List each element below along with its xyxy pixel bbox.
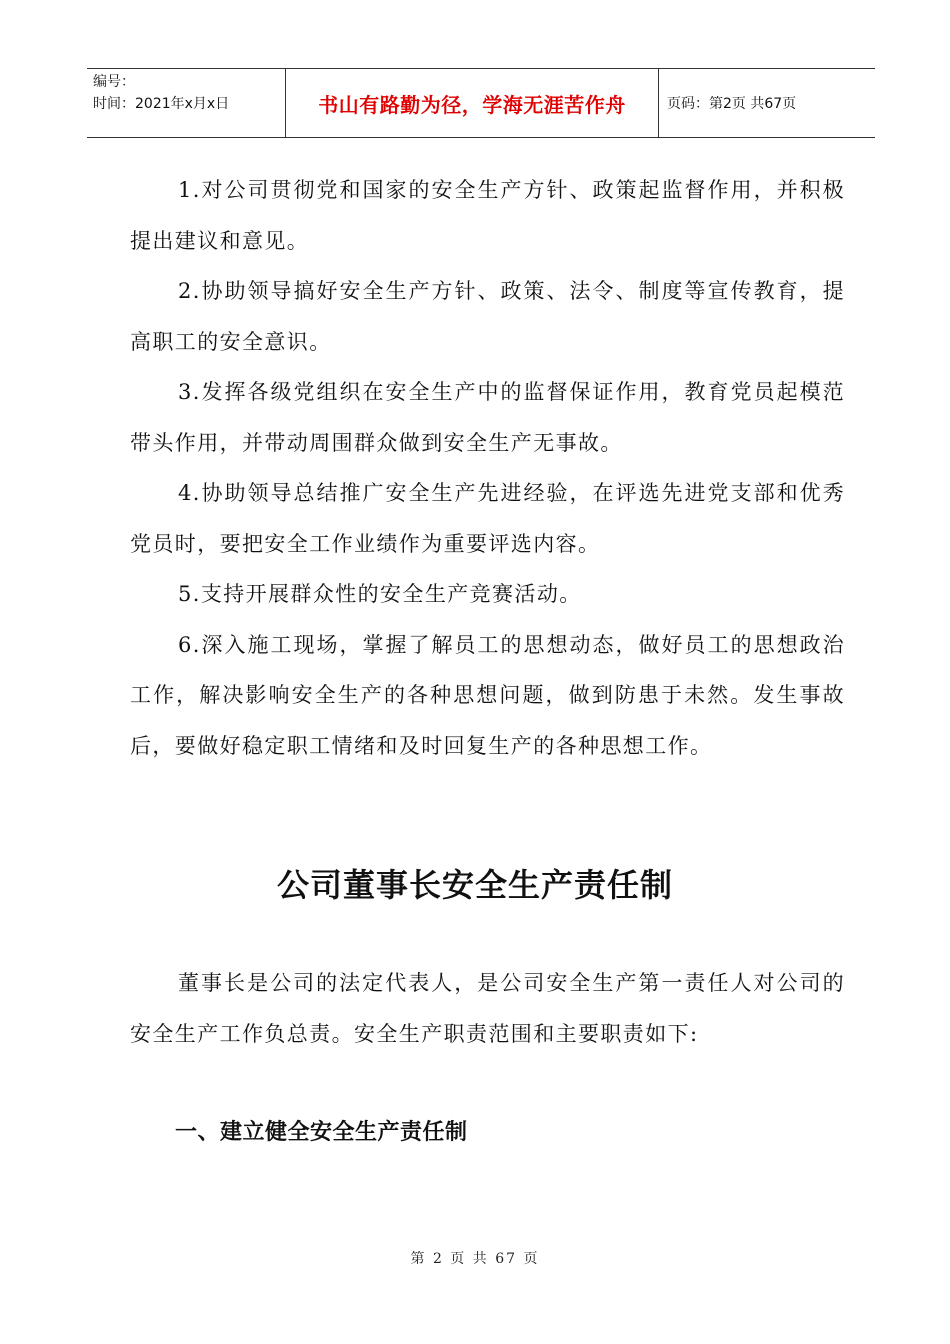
list-item: 1.对公司贯彻党和国家的安全生产方针、政策起监督作用，并积极提出建议和意见。 (130, 178, 845, 253)
section-intro (130, 958, 845, 1059)
list-item: 6.深入施工现场，掌握了解员工的思想动态，做好员工的思想政治工作，解决影响安全生产的各种思想问题，做到防患于未然。发生事故后，要做好稳定职工情绪和及时回复生产的各种思想工作。 (130, 632, 845, 758)
header-motto-cell (285, 69, 659, 137)
page-header (87, 68, 875, 138)
document-number-label: 编号： (93, 74, 135, 90)
section-title: 公司董事长安全生产责任制 (276, 866, 673, 904)
list-item: 2.协助领导搞好安全生产方针、政策、法令、制度等宣传教育，提高职工的安全意识。 (130, 279, 845, 354)
list-item: 3.发挥各级党组织在安全生产中的监督保证作用，教育党员起模范带头作用，并带动周围群众做到安全生产无事故。 (130, 380, 845, 455)
header-page-number: 页码：第2页 共67页 (667, 96, 797, 112)
subheading: 一、建立健全安全生产责任制 (175, 1120, 468, 1145)
document-time-label: 时间：2021年x月x日 (93, 96, 230, 112)
page-footer: 第 2 页 共 67 页 (410, 1251, 540, 1267)
responsibility-list (130, 165, 845, 771)
header-page-cell (659, 69, 875, 137)
list-item: 4.协助领导总结推广安全生产先进经验，在评选先进党支部和优秀党员时，要把安全工作业绩作为重要评选内容。 (130, 481, 845, 556)
header-meta (87, 69, 285, 137)
intro-paragraph: 董事长是公司的法定代表人，是公司安全生产第一责任人对公司的安全生产工作负总责。安全生产职责范围和主要职责如下: (130, 971, 845, 1046)
list-item: 5.支持开展群众性的安全生产竞赛活动。 (178, 582, 582, 606)
header-motto: 书山有路勤为径，学海无涯苦作舟 (318, 92, 626, 117)
